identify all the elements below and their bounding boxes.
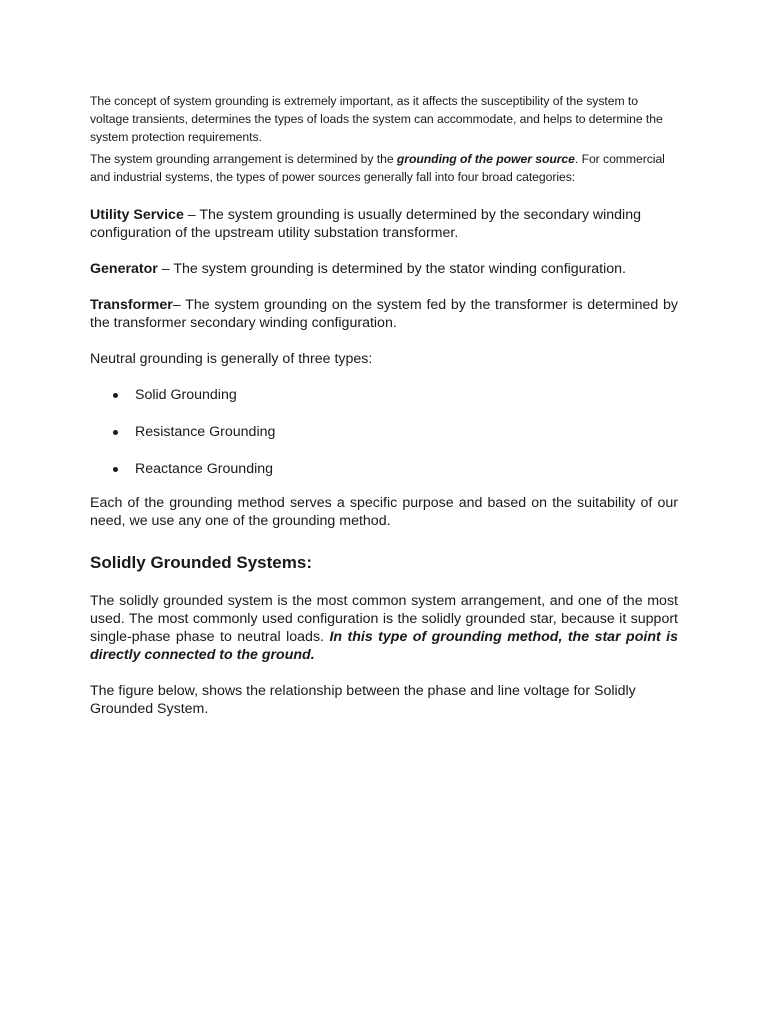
source-term: Transformer — [90, 297, 173, 313]
list-item-label: Resistance Grounding — [135, 424, 276, 440]
source-description: – The system grounding is determined by the stator winding configuration. — [157, 261, 626, 277]
arrangement-paragraph — [90, 150, 678, 186]
arrangement-text-end: . For commercial and industrial systems, the types of power sources generally fall into four broad categories: — [90, 152, 665, 184]
source-term: Utility Service — [90, 207, 184, 223]
arrangement-text-start: The system grounding arrangement is determined by the — [90, 152, 397, 166]
list-item-label: Solid Grounding — [135, 387, 237, 403]
figure-intro-paragraph: The figure below, shows the relationship between the phase and line voltage for Solidly Grounded System. — [90, 683, 636, 717]
source-description: – The system grounding is usually determined by the secondary winding configuration of the upstream utility substation transformer. — [90, 207, 641, 241]
source-generator — [90, 260, 678, 278]
source-term: Generator — [90, 261, 158, 277]
intro-paragraph: The concept of system grounding is extremely important, as it affects the susceptibility of the system to voltage transients, determines the types of loads the system can accommodate, and helps to determine the system protection requirements. — [90, 94, 663, 144]
grounding-types-list — [90, 386, 678, 478]
list-item — [90, 460, 678, 478]
source-transformer — [90, 296, 678, 332]
arrangement-emphasis: grounding of the power source — [396, 152, 575, 166]
solid-grounding-text: The solidly grounded system is the most common system arrangement, and one of the most used. The most commonly used configuration is the solidly grounded star, because it support single-phase phase to neutral loads. — [90, 593, 678, 645]
list-item — [90, 423, 678, 441]
solid-grounding-paragraph — [90, 592, 678, 664]
bullet-icon — [113, 430, 118, 435]
list-item — [90, 386, 678, 404]
list-item-label: Reactance Grounding — [135, 461, 274, 477]
neutral-grounding-intro: Neutral grounding is generally of three types: — [90, 351, 373, 367]
section-heading: Solidly Grounded Systems: — [90, 553, 312, 572]
bullet-icon — [113, 467, 118, 472]
solid-grounding-emphasis: In this type of grounding method, the star point is directly connected to the ground. — [90, 629, 678, 663]
source-description: – The system grounding on the system fed by the transformer is determined by the transformer secondary winding configuration. — [90, 297, 678, 331]
bullet-icon — [113, 393, 118, 398]
source-utility-service — [90, 206, 678, 242]
purpose-paragraph: Each of the grounding method serves a specific purpose and based on the suitability of our need, we use any one of the grounding method. — [90, 495, 678, 529]
